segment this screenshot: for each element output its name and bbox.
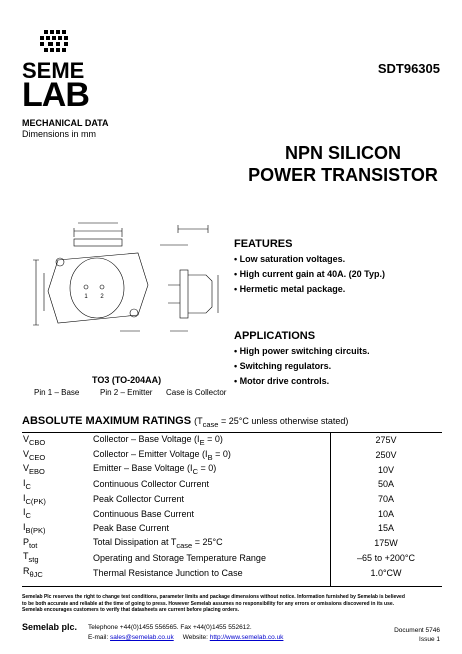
- mechanical-data-title: MECHANICAL DATA: [22, 118, 109, 128]
- rating-description: Collector – Emitter Voltage $(I_B = 0)$: [93, 448, 231, 462]
- document-number: Document 5746: [394, 627, 440, 634]
- feature-item: • Low saturation voltages.: [234, 254, 385, 264]
- case-caption: Case is Collector: [166, 388, 227, 397]
- rating-description: Continuous Collector Current: [93, 479, 210, 490]
- ratings-row: [22, 521, 442, 536]
- ratings-row: [22, 551, 442, 566]
- website-label: Website:: [182, 634, 210, 641]
- semelab-logo-grid: [40, 30, 74, 59]
- rating-description: Emitter – Base Voltage $(I_C = 0)$: [93, 463, 217, 477]
- part-number: SDT96305: [377, 61, 440, 76]
- dimension-height-left: [33, 260, 39, 325]
- side-view-can: [188, 275, 212, 313]
- company-name: Semelab plc.: [22, 622, 78, 632]
- rating-description: Total Dissipation at $T_{case} = 25^\circ C$: [93, 536, 223, 550]
- disclaimer-line2: to be both accurate and reliable at the time of going to press. However Semelab assumes no responsibility for any errors or omissions discovered in its use.: [22, 600, 395, 607]
- pin1-label: 1: [84, 294, 88, 300]
- rating-value: 10A: [377, 508, 394, 519]
- rating-value: –65 to +200°C: [357, 552, 415, 563]
- front-view-body: [48, 253, 148, 323]
- rating-symbol: $I_C$: [23, 507, 31, 521]
- ratings-title-text: ABSOLUTE MAXIMUM RATINGS: [22, 415, 192, 427]
- rating-symbol: $R_{\theta JC}$: [23, 566, 43, 579]
- package-name: TO3 (TO-204AA): [92, 375, 162, 385]
- rating-description: Peak Collector Current: [93, 494, 185, 505]
- rating-value: 275V: [375, 435, 397, 446]
- rating-description: Continuous Base Current: [93, 508, 195, 519]
- features-list: [234, 254, 385, 299]
- rating-symbol: $T_{stg}$: [23, 551, 39, 565]
- rating-value: 70A: [377, 494, 394, 505]
- pin2-caption: Pin 2 – Emitter: [100, 388, 153, 397]
- pin2-marker: [100, 285, 104, 289]
- mechanical-data-subtitle: Dimensions in mm: [22, 129, 97, 139]
- ratings-row: [22, 506, 442, 521]
- disclaimer-line1: Semelab Plc reserves the right to change test conditions, parameter limits and package dimensions without notice. Information furnished by Semelab is believed: [22, 594, 405, 600]
- document-issue: Issue 1: [419, 636, 440, 643]
- front-view-can: [70, 258, 124, 318]
- disclaimer: [22, 594, 442, 614]
- features-heading: FEATURES: [234, 238, 293, 250]
- rating-symbol: $V_{CEO}$: [23, 448, 46, 462]
- feature-item: • High current gain at 40A. (20 Typ.): [234, 269, 385, 279]
- rating-value: 15A: [377, 523, 394, 534]
- logo-grid-icon: [40, 30, 74, 54]
- logo-seme-text: SEME: [22, 58, 85, 83]
- dimension-width-top: [74, 228, 122, 237]
- side-view-pins: [168, 285, 180, 303]
- rating-symbol: $P_{tot}$: [23, 536, 38, 550]
- feature-item: • Hermetic metal package.: [234, 284, 385, 294]
- rating-value: 10V: [377, 464, 394, 475]
- rating-symbol: $I_{B(PK)}$: [23, 522, 46, 535]
- rating-value: 250V: [375, 450, 397, 461]
- rating-symbol: $I_{C(PK)}$: [23, 492, 46, 506]
- ratings-row: [22, 565, 442, 580]
- application-item: • High power switching circuits.: [234, 346, 370, 356]
- package-drawing: [20, 215, 235, 375]
- ratings-row: [22, 536, 442, 551]
- ratings-table: [22, 433, 442, 580]
- applications-heading: APPLICATIONS: [234, 330, 316, 342]
- mounting-hole-right: [130, 309, 138, 317]
- pin1-caption: Pin 1 – Base: [34, 388, 80, 397]
- ratings-bottom-rule: [22, 586, 442, 587]
- logo-lab-text: LAB: [22, 76, 89, 114]
- side-view-flange: [180, 270, 188, 318]
- contact-links: [88, 634, 283, 641]
- document-info: [394, 626, 440, 644]
- email-link[interactable]: sales@semelab.co.uk: [110, 634, 174, 641]
- email-label: E-mail:: [88, 634, 111, 641]
- ratings-row: [22, 462, 442, 477]
- rating-symbol: $V_{CBO}$: [23, 433, 46, 447]
- rating-description: Peak Base Current: [93, 523, 170, 534]
- disclaimer-line3: Semelab encourages customers to verify that datasheets are current before placing orders.: [22, 607, 240, 613]
- front-view-top-flange: [74, 239, 122, 246]
- rating-value: 1.0°CW: [370, 567, 402, 578]
- phone-fax: Telephone +44(0)1455 556565. Fax +44(0)1455 552612.: [88, 624, 252, 631]
- rating-description: Collector – Base Voltage $(I_E = 0)$: [93, 433, 223, 447]
- rating-symbol: $I_C$: [23, 478, 31, 491]
- ratings-title: [22, 415, 348, 429]
- application-item: • Motor drive controls.: [234, 376, 370, 386]
- website-link[interactable]: http://www.semelab.co.uk: [209, 634, 284, 641]
- application-item: • Switching regulators.: [234, 361, 370, 371]
- rating-value: 175W: [374, 538, 398, 549]
- rating-description: Thermal Resistance Junction to Case: [93, 567, 243, 578]
- product-title-line2: POWER TRANSISTOR: [248, 165, 438, 185]
- ratings-condition: ($T_{case} = 25^\circ C$ unless otherwise stated): [194, 416, 349, 429]
- product-title: [238, 142, 448, 186]
- ratings-row: [22, 492, 442, 507]
- pin1-marker: [84, 285, 88, 289]
- product-title-line1: NPN SILICON: [284, 143, 401, 163]
- ratings-row: [22, 477, 442, 492]
- rating-symbol: $V_{EBO}$: [23, 463, 45, 477]
- pin2-label: 2: [100, 294, 104, 300]
- applications-list: [234, 346, 370, 391]
- ratings-row: [22, 448, 442, 463]
- rating-description: Operating and Storage Temperature Range: [93, 552, 266, 563]
- rating-value: 50A: [377, 479, 394, 490]
- ratings-row: [22, 433, 442, 448]
- dimension-side-top: [178, 225, 208, 233]
